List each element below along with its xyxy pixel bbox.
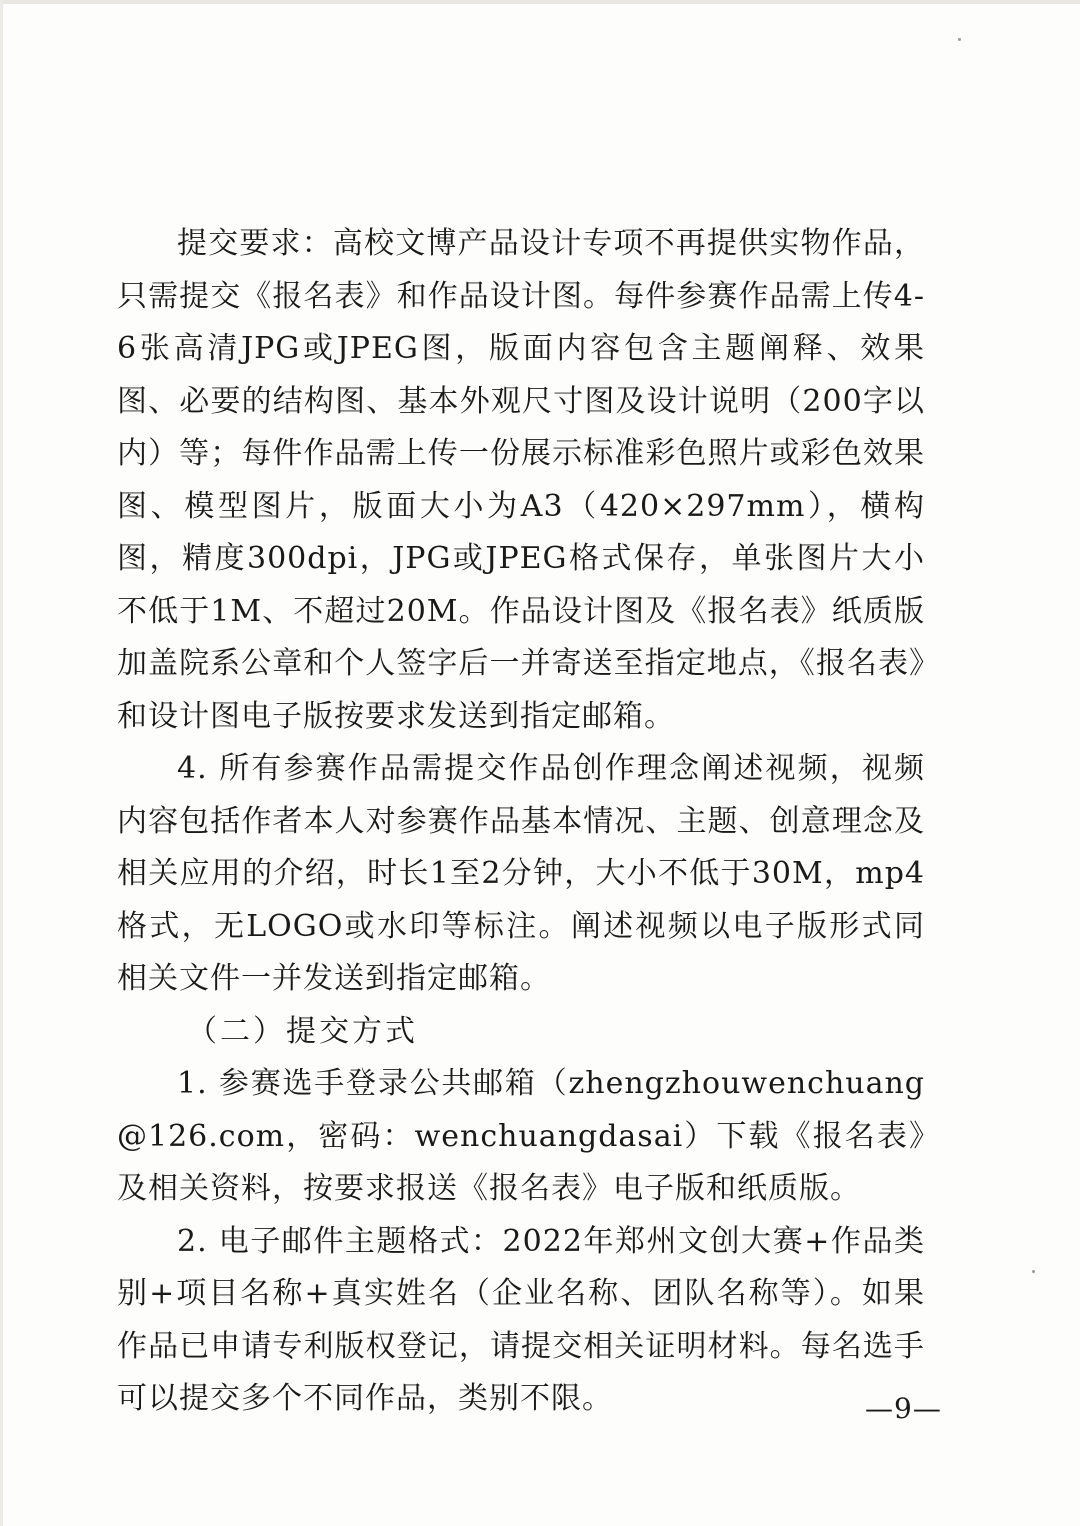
- scan-speck: [958, 38, 961, 41]
- video-requirement-paragraph: 4. 所有参赛作品需提交作品创作理念阐述视频，视频内容包括作者本人对参赛作品基本情况、主题、创意理念及相关应用的介绍，时长1至2分钟，大小不低于30M，mp4格式，无LOGO或水印等标注。阐述视频以电子版形式同相关文件一并发送到指定邮箱。: [117, 751, 925, 996]
- scan-edge-top: [0, 0, 1080, 4]
- scan-speck: [1032, 1270, 1035, 1273]
- page-number: —9—: [865, 1392, 942, 1425]
- scan-edge-left: [0, 0, 3, 1526]
- submission-requirements-paragraph: 提交要求：高校文博产品设计专项不再提供实物作品，只需提交《报名表》和作品设计图。每件参赛作品需上传4-6张高清JPG或JPEG图，版面内容包含主题阐释、效果图、必要的结构图、基本外观尺寸图及设计说明（200字以内）等；每件作品需上传一份展示标准彩色照片或彩色效果图、模型图片，版面大小为A3（420×297mm），横构图，精度300dpi，JPG或JPEG格式保存，单张图片大小不低于1M、不超过20M。作品设计图及《报名表》纸质版加盖院系公章和个人签字后一并寄送至指定地点，《报名表》和设计图电子版按要求发送到指定邮箱。: [117, 226, 925, 734]
- submission-item-2: 2. 电子邮件主题格式：2022年郑州文创大赛+作品类别+项目名称+真实姓名（企业名称、团队名称等）。如果作品已申请专利版权登记，请提交相关证明材料。每名选手可以提交多个不同作品，类别不限。: [117, 1223, 925, 1416]
- document-body: [117, 218, 925, 1426]
- submission-item-1: 1. 参赛选手登录公共邮箱（zhengzhouwenchuang@126.com，密码：wenchuangdasai）下载《报名表》及相关资料，按要求报送《报名表》电子版和纸质版。: [117, 1066, 925, 1206]
- section-heading-submission-method: （二）提交方式: [187, 1013, 418, 1049]
